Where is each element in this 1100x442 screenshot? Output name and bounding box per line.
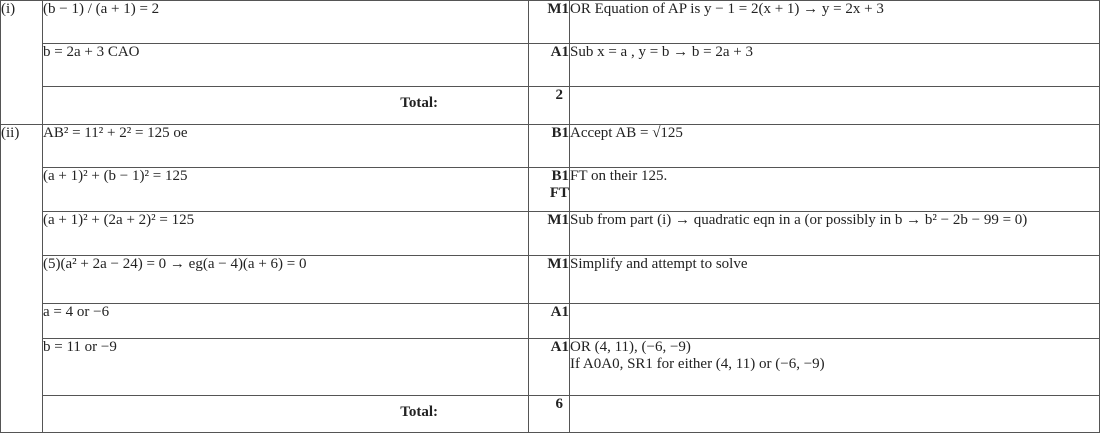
answer-text: (a + 1)² + (b − 1)² = 125 bbox=[43, 168, 188, 184]
guidance-cell-empty bbox=[570, 87, 1100, 125]
total-label: Total: bbox=[43, 396, 529, 433]
answer-text: AB² = 11² + 2² = 125 oe bbox=[43, 125, 188, 141]
guidance-text: Simplify and attempt to solve bbox=[570, 256, 748, 272]
guidance-text: Sub x = a , y = b → b = 2a + 3 bbox=[570, 44, 753, 60]
guidance-cell bbox=[570, 304, 1100, 339]
guidance-text: Accept AB = √125 bbox=[570, 125, 683, 141]
answer-cell bbox=[43, 212, 529, 256]
guidance-text-line-2: If A0A0, SR1 for either (4, 11) or (−6, −9) bbox=[570, 356, 825, 372]
table-row bbox=[1, 212, 1100, 256]
mark-cell: B1 bbox=[529, 125, 570, 168]
guidance-cell bbox=[570, 339, 1100, 396]
guidance-text-line-1: OR (4, 11), (−6, −9) bbox=[570, 339, 691, 355]
guidance-cell bbox=[570, 44, 1100, 87]
answer-cell bbox=[43, 339, 529, 396]
answer-cell bbox=[43, 304, 529, 339]
table-row bbox=[1, 1, 1100, 44]
table-row bbox=[1, 304, 1100, 339]
table-row bbox=[1, 168, 1100, 212]
answer-text: (5)(a² + 2a − 24) = 0 → eg(a − 4)(a + 6) = 0 bbox=[43, 256, 307, 272]
guidance-text: OR Equation of AP is y − 1 = 2(x + 1) → y = 2x + 3 bbox=[570, 1, 884, 17]
guidance-cell bbox=[570, 256, 1100, 304]
mark-cell: M1 bbox=[529, 1, 570, 44]
total-value: 2 bbox=[529, 87, 570, 125]
table-row bbox=[1, 44, 1100, 87]
mark-cell: A1 bbox=[529, 304, 570, 339]
table-row bbox=[1, 256, 1100, 304]
answer-text: b = 2a + 3 CAO bbox=[43, 44, 140, 60]
part-label-ii: (ii) bbox=[1, 125, 43, 433]
total-value: 6 bbox=[529, 396, 570, 433]
mark-cell: A1 bbox=[529, 339, 570, 396]
part-label-i: (i) bbox=[1, 1, 43, 125]
mark-cell: M1 bbox=[529, 256, 570, 304]
guidance-cell bbox=[570, 168, 1100, 212]
answer-text: a = 4 or −6 bbox=[43, 304, 110, 320]
answer-cell bbox=[43, 125, 529, 168]
guidance-text: FT on their 125. bbox=[570, 168, 668, 184]
table-row-total bbox=[1, 396, 1100, 433]
guidance-cell bbox=[570, 212, 1100, 256]
guidance-cell-empty bbox=[570, 396, 1100, 433]
answer-text: (b − 1) / (a + 1) = 2 bbox=[43, 1, 160, 17]
table-row bbox=[1, 339, 1100, 396]
guidance-cell bbox=[570, 125, 1100, 168]
answer-cell bbox=[43, 256, 529, 304]
answer-text: b = 11 or −9 bbox=[43, 339, 117, 355]
total-label: Total: bbox=[43, 87, 529, 125]
mark-cell: A1 bbox=[529, 44, 570, 87]
answer-cell bbox=[43, 44, 529, 87]
table-row bbox=[1, 125, 1100, 168]
answer-text: (a + 1)² + (2a + 2)² = 125 bbox=[43, 212, 195, 228]
answer-cell bbox=[43, 168, 529, 212]
table-row-total bbox=[1, 87, 1100, 125]
mark-cell: M1 bbox=[529, 212, 570, 256]
guidance-text: Sub from part (i) → quadratic eqn in a (or possibly in b → b² − 2b − 99 = 0) bbox=[570, 212, 1028, 228]
guidance-cell bbox=[570, 1, 1100, 44]
mark-cell: B1 FT bbox=[529, 168, 570, 212]
answer-cell bbox=[43, 1, 529, 44]
